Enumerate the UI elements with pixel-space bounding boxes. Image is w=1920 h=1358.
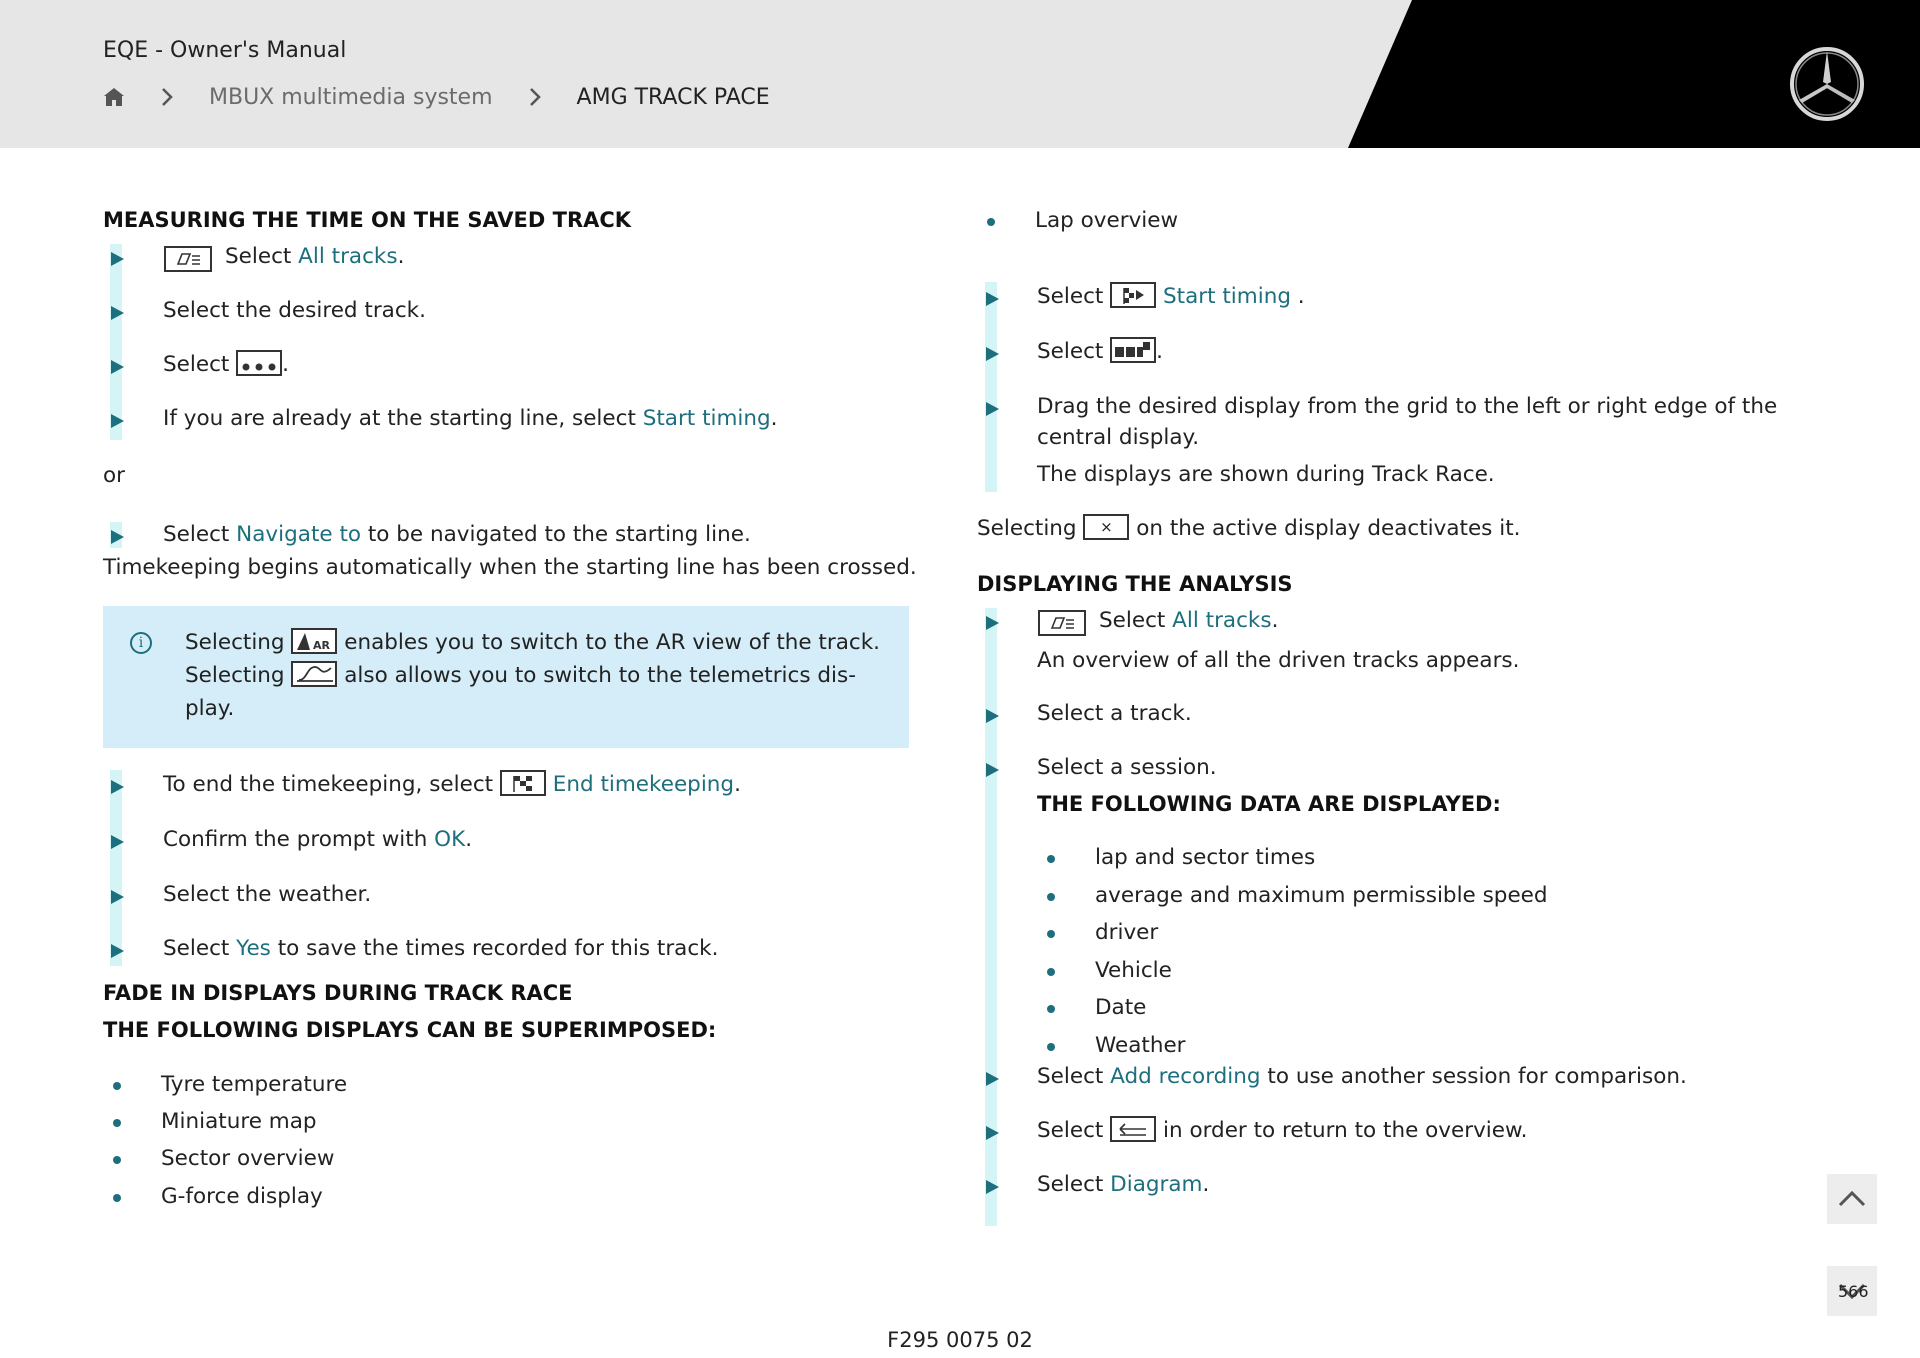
step-text-end: to use another session for comparison. (1260, 1064, 1687, 1089)
document-title: EQE - Owner's Manual (103, 38, 347, 63)
list-item: Miniature map (161, 1109, 317, 1134)
link-diagram[interactable]: Diagram (1110, 1172, 1203, 1197)
step-text: Select (163, 936, 237, 961)
link-end-timekeeping[interactable]: End timekeeping (552, 772, 735, 797)
step-arrow-icon (111, 890, 124, 904)
step-text: Select (1037, 339, 1111, 364)
timekeeping-note: Timekeeping begins automatically when the starting line has been crossed. (103, 555, 917, 580)
step-text: Select the desired track. (163, 298, 426, 323)
step-text: Select the weather. (163, 882, 372, 907)
step-text-end: . (1202, 1172, 1210, 1197)
step-text: Drag the desired display from the grid to the left or right edge of the (1037, 394, 1778, 419)
list-item: Date (1095, 995, 1147, 1020)
link-ok[interactable]: OK (434, 827, 466, 852)
step-add-recording (978, 1064, 1778, 1104)
info-icon: i (130, 632, 152, 654)
figure-code: F295 0075 02 (887, 1328, 1033, 1352)
chevron-up-icon (1827, 1174, 1877, 1224)
info-box (103, 606, 909, 748)
info-text: play. (185, 696, 235, 721)
or-text: or (103, 463, 125, 488)
step-select-yes (103, 936, 903, 976)
step-arrow-icon (986, 292, 999, 306)
mercedes-star-logo-icon (1788, 45, 1866, 123)
step-select-grid (978, 339, 1778, 379)
section-heading-analysis: DISPLAYING THE ANALYSIS (977, 572, 1293, 596)
info-text: Selecting (185, 663, 292, 688)
step-text: Select (163, 522, 237, 547)
bullet-icon (1047, 1005, 1055, 1013)
more-options-icon[interactable] (236, 350, 282, 376)
bullet-icon (113, 1194, 121, 1202)
note-text: on the active display deactivates it. (1129, 516, 1521, 541)
step-select-weather (103, 882, 903, 922)
step-arrow-icon (986, 1180, 999, 1194)
breadcrumb-item-current: AMG TRACK PACE (576, 84, 770, 110)
list-item: Tyre temperature (161, 1072, 348, 1097)
step-text-end: . (1156, 339, 1164, 364)
step-text: To end the timekeeping, select (163, 772, 500, 797)
bullet-icon (113, 1119, 121, 1127)
info-text: also allows you to switch to the telemetrics dis- (337, 663, 856, 688)
step-text-end: to be navigated to the starting line. (361, 522, 751, 547)
link-yes[interactable]: Yes (236, 936, 271, 961)
step-text: If you are already at the starting line, select (163, 406, 643, 431)
bullet-icon (1047, 855, 1055, 863)
subheading-superimposed: THE FOLLOWING DISPLAYS CAN BE SUPERIMPOSED: (103, 1018, 717, 1042)
step-start-timing (103, 406, 903, 446)
list-item: Weather (1095, 1033, 1186, 1058)
bullet-icon (113, 1082, 121, 1090)
svg-text:AR: AR (313, 639, 331, 652)
step-text: central display. (1037, 425, 1200, 450)
deactivate-note (977, 516, 1520, 541)
bullet-icon (113, 1156, 121, 1164)
step-arrow-icon (111, 252, 124, 266)
step-text: Select (1037, 1064, 1111, 1089)
step-text-end: . (770, 406, 778, 431)
step-text-end: . (465, 827, 473, 852)
back-icon[interactable] (1110, 1116, 1156, 1142)
step-text: Select (1099, 608, 1173, 633)
step-end-timekeeping (103, 772, 903, 812)
info-text: enables you to switch to the AR view of the track. (337, 630, 880, 655)
step-arrow-icon (111, 944, 124, 958)
step-return-overview (978, 1118, 1778, 1158)
step-select-all-tracks (103, 244, 903, 284)
step-select-desired-track (103, 298, 903, 338)
step-select-diagram (978, 1172, 1778, 1212)
step-text-end: in order to return to the overview. (1156, 1118, 1528, 1143)
link-navigate-to[interactable]: Navigate to (236, 522, 362, 547)
step-text-end: . (1290, 284, 1305, 309)
list-item: lap and sector times (1095, 845, 1316, 870)
telemetrics-icon[interactable] (291, 661, 337, 687)
info-text: Selecting (185, 630, 292, 655)
step-arrow-icon (986, 616, 999, 630)
scroll-up-button[interactable] (1827, 1174, 1877, 1224)
list-item: Sector overview (161, 1146, 335, 1171)
link-all-tracks-right[interactable]: All tracks (1172, 608, 1272, 633)
step-text: Select (1037, 1118, 1111, 1143)
link-all-tracks[interactable]: All tracks (298, 244, 398, 269)
step-text: Select a track. (1037, 701, 1192, 726)
subheading-data-displayed: THE FOLLOWING DATA ARE DISPLAYED: (1037, 792, 1501, 816)
step-text: Select (1037, 284, 1111, 309)
step-arrow-icon (986, 1126, 999, 1140)
step-arrow-icon (111, 835, 124, 849)
bullet-icon (1047, 968, 1055, 976)
step-text: Confirm the prompt with (163, 827, 435, 852)
step-text: Select (225, 244, 299, 269)
chevron-right-icon (527, 86, 543, 108)
chevron-right-icon (159, 86, 175, 108)
step-arrow-icon (986, 763, 999, 777)
step-text-end: . (1271, 608, 1279, 633)
bullet-icon (1047, 930, 1055, 938)
close-icon[interactable]: × (1083, 514, 1129, 540)
step-arrow-icon (111, 780, 124, 794)
step-confirm-ok (103, 827, 903, 867)
step-text-end: . (282, 352, 290, 377)
home-icon[interactable] (103, 86, 125, 108)
step-arrow-icon (111, 360, 124, 374)
step-drag-display (978, 394, 1778, 487)
step-arrow-icon (986, 402, 999, 416)
page-header (0, 0, 1920, 148)
bullet-icon (1047, 893, 1055, 901)
link-start-timing[interactable]: Start timing (642, 406, 771, 431)
bullet-icon (1047, 1043, 1055, 1051)
step-text-spacer (1156, 284, 1163, 309)
list-item: average and maximum permissible speed (1095, 883, 1548, 908)
section-heading-fade-in: FADE IN DISPLAYS DURING TRACK RACE (103, 981, 573, 1005)
list-item-lap-overview: Lap overview (1035, 208, 1179, 233)
list-item: G-force display (161, 1184, 323, 1209)
step-text: The displays are shown during Track Race. (1037, 462, 1495, 487)
step-text-end: . (734, 772, 741, 797)
step-arrow-icon (986, 347, 999, 361)
step-text: Select (1037, 1172, 1111, 1197)
step-select-track (978, 701, 1778, 741)
step-select-all-tracks-right (978, 608, 1778, 648)
link-start-timing-right[interactable]: Start timing (1163, 284, 1291, 309)
step-text: Select a session. (1037, 755, 1217, 780)
tracks-icon[interactable] (164, 246, 212, 272)
step-text: Select (163, 352, 237, 377)
list-item: driver (1095, 920, 1159, 945)
section-heading-measuring: MEASURING THE TIME ON THE SAVED TRACK (103, 208, 632, 232)
start-flag-icon[interactable] (1110, 282, 1156, 308)
step-arrow-icon (986, 1072, 999, 1086)
step-arrow-icon (986, 709, 999, 723)
list-item: Vehicle (1095, 958, 1172, 983)
step-arrow-icon (111, 530, 124, 544)
note-text: Selecting (977, 516, 1084, 541)
breadcrumb (103, 82, 770, 112)
finish-flag-icon[interactable] (500, 770, 546, 796)
step-arrow-icon (111, 414, 124, 428)
step-select-session (978, 755, 1778, 795)
breadcrumb-item-mbux[interactable]: MBUX multimedia system (209, 84, 493, 110)
tracks-icon[interactable] (1038, 610, 1086, 636)
display-grid-icon[interactable] (1110, 337, 1156, 363)
page-number: 566 (1838, 1282, 1869, 1301)
bullet-icon (987, 218, 995, 226)
link-add-recording[interactable]: Add recording (1110, 1064, 1261, 1089)
overview-note: An overview of all the driven tracks appears. (1037, 648, 1520, 673)
step-text-end: . (397, 244, 405, 269)
step-start-timing-right (978, 284, 1778, 324)
ar-view-icon[interactable] (291, 628, 337, 654)
step-arrow-icon (111, 306, 124, 320)
step-text-end: to save the times recorded for this track. (270, 936, 719, 961)
step-select-more (103, 352, 903, 392)
